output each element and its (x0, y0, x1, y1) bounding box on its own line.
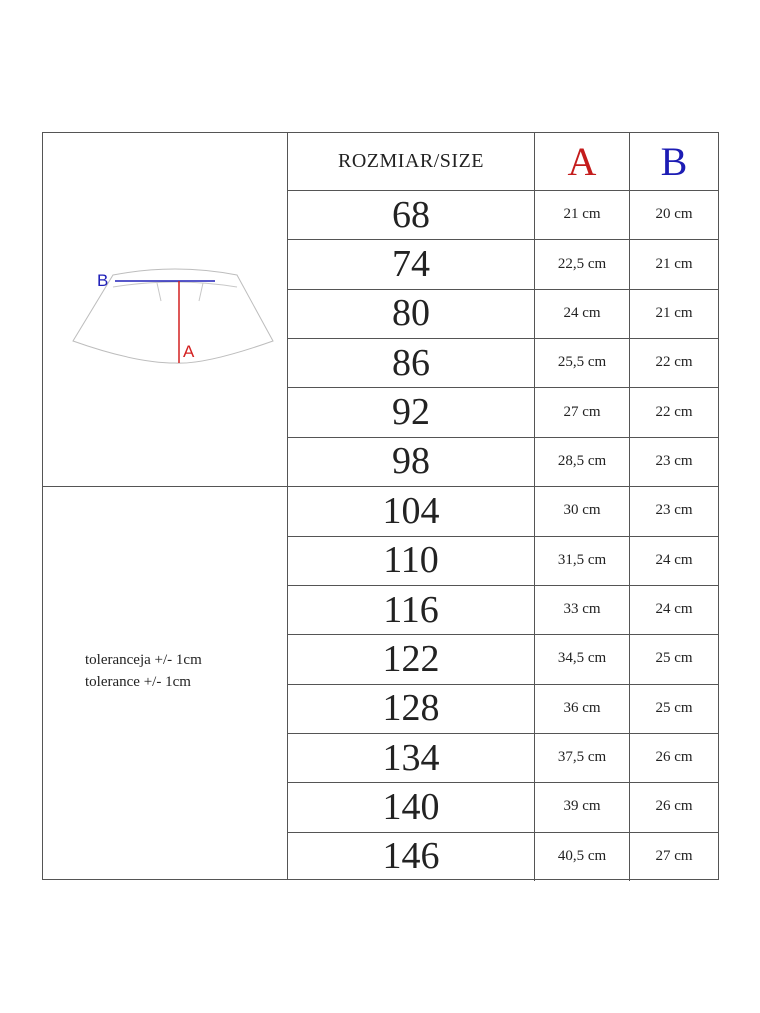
left-panel (43, 133, 288, 879)
skirt-diagram (65, 253, 275, 368)
measure-b-value: 25 cm (629, 684, 718, 733)
size-value: 134 (382, 736, 440, 779)
measure-b-value: 23 cm (629, 437, 718, 486)
size-value: 86 (392, 341, 430, 384)
table-row (288, 585, 718, 634)
table-row (288, 832, 718, 881)
size-value: 140 (382, 785, 440, 828)
tolerance-en: tolerance +/- 1cm (85, 674, 191, 690)
size-value: 116 (383, 588, 439, 631)
measure-a-value: 31,5 cm (534, 536, 629, 585)
table-row (288, 782, 718, 831)
measure-a-value: 34,5 cm (534, 634, 629, 683)
measure-b-value: 22 cm (629, 338, 718, 387)
measure-b-value: 26 cm (629, 782, 718, 831)
skirt-waistband (113, 282, 237, 287)
table-row (288, 486, 718, 535)
measure-b-value: 21 cm (629, 239, 718, 288)
size-value: 80 (392, 292, 430, 335)
size-value: 104 (382, 489, 440, 532)
size-value: 128 (382, 687, 440, 730)
measure-b-value: 22 cm (629, 387, 718, 436)
measure-a-value: 25,5 cm (534, 338, 629, 387)
measure-a-value: 39 cm (534, 782, 629, 831)
measure-a-value: 37,5 cm (534, 733, 629, 782)
measure-a-value: 36 cm (534, 684, 629, 733)
size-value: 68 (392, 193, 430, 236)
measure-b-value: 20 cm (629, 190, 718, 239)
header-size: ROZMIAR/SIZE (338, 150, 484, 172)
size-value: 98 (392, 440, 430, 483)
table-row (288, 190, 718, 239)
tolerance-pl: toleranceja +/- 1cm (85, 652, 202, 668)
measure-b-value: 24 cm (629, 536, 718, 585)
diagram-label-b: B (97, 271, 109, 290)
measure-a-value: 21 cm (534, 190, 629, 239)
measure-b-value: 27 cm (629, 832, 718, 881)
table-row (288, 239, 718, 288)
size-value: 110 (383, 539, 439, 582)
size-table (288, 133, 718, 879)
table-row (288, 437, 718, 486)
measure-a-value: 24 cm (534, 289, 629, 338)
table-row (288, 733, 718, 782)
header-b: B (629, 133, 718, 190)
skirt-pleat-right (199, 283, 203, 301)
skirt-pleat-left (157, 283, 161, 301)
table-row (288, 338, 718, 387)
measure-a-value: 28,5 cm (534, 437, 629, 486)
measure-b-value: 23 cm (629, 486, 718, 535)
tolerance-panel (43, 487, 287, 879)
size-chart (42, 132, 719, 880)
table-row (288, 634, 718, 683)
size-value: 122 (382, 637, 440, 680)
measure-a-value: 33 cm (534, 585, 629, 634)
table-row (288, 536, 718, 585)
measure-b-value: 21 cm (629, 289, 718, 338)
table-row (288, 289, 718, 338)
tolerance-note (85, 649, 202, 693)
size-value: 92 (392, 391, 430, 434)
header-a: A (534, 133, 629, 190)
measure-a-value: 27 cm (534, 387, 629, 436)
measure-b-value: 25 cm (629, 634, 718, 683)
measure-a-value: 22,5 cm (534, 239, 629, 288)
table-header-row (288, 133, 718, 190)
diagram-panel (43, 133, 287, 487)
measure-b-value: 26 cm (629, 733, 718, 782)
measure-a-value: 30 cm (534, 486, 629, 535)
measure-b-value: 24 cm (629, 585, 718, 634)
table-row (288, 387, 718, 436)
size-value: 146 (382, 835, 440, 878)
table-row (288, 684, 718, 733)
measure-a-value: 40,5 cm (534, 832, 629, 881)
diagram-label-a: A (183, 342, 195, 361)
size-value: 74 (392, 243, 430, 286)
